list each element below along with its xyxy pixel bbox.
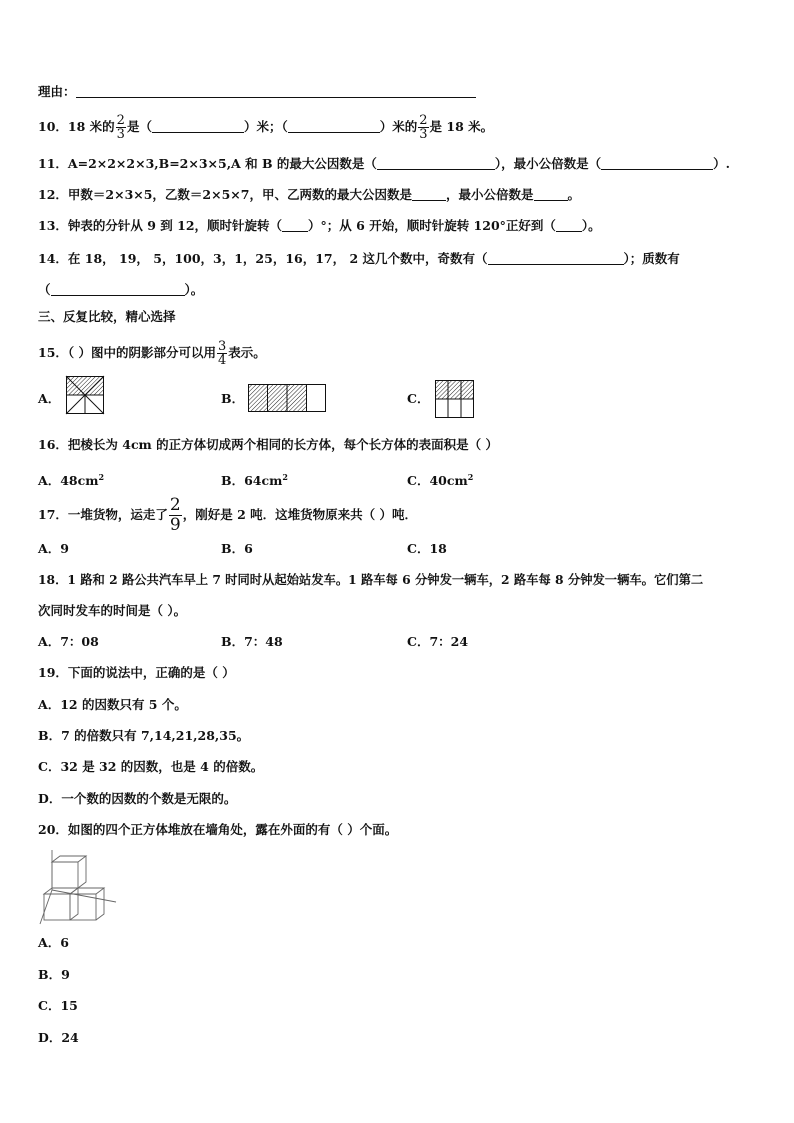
q10-text-c: ）米；（ <box>243 119 288 134</box>
q18-option-b[interactable]: B．7：48 <box>221 634 283 649</box>
q20-option-b[interactable]: B．9 <box>38 967 70 982</box>
q18-option-a[interactable]: A．7：08 <box>38 634 99 649</box>
superscript: 2 <box>282 472 288 482</box>
question-15 <box>38 340 266 367</box>
answer-blank[interactable] <box>76 85 476 98</box>
q11-text-b: ），最小公倍数是（ <box>494 156 602 171</box>
answer-blank[interactable] <box>377 157 495 170</box>
fraction <box>169 496 182 535</box>
fraction-numerator: 2 <box>419 113 428 128</box>
answer-blank[interactable] <box>152 120 244 133</box>
q18-option-c[interactable]: C．7：24 <box>407 634 469 649</box>
option-a-figure <box>66 376 104 414</box>
option-c-figure <box>435 380 474 418</box>
answer-blank[interactable] <box>412 188 446 201</box>
q16-option-b[interactable] <box>221 469 288 489</box>
q14-text-a: 14．在 18， 19， 5，100，3，1，25，16，17， 2 这几个数中，奇数有（ <box>38 251 488 266</box>
question-14-cont <box>38 282 203 298</box>
q13-text-a: 13．钟表的分针从 9 到 12，顺时针旋转（ <box>38 218 283 233</box>
q17-option-a[interactable]: A．9 <box>38 541 69 556</box>
option-text: B．64cm <box>221 473 283 488</box>
fraction-numerator: 2 <box>116 113 125 128</box>
question-11 <box>38 156 730 172</box>
q19-option-d[interactable]: D．一个数的因数的个数是无限的。 <box>38 791 237 806</box>
question-14 <box>38 251 680 267</box>
q15-text-b: 表示。 <box>228 345 266 360</box>
fraction-denominator: 3 <box>419 127 428 142</box>
q19-option-b[interactable]: B．7 的倍数只有 7,14,21,28,35。 <box>38 728 250 743</box>
q15-option-a[interactable]: A． <box>38 391 61 406</box>
answer-blank[interactable] <box>556 219 582 232</box>
q13-text-b: ）°；从 6 开始，顺时针旋转 120°正好到（ <box>308 218 556 233</box>
q10-text-e: 是 18 米。 <box>429 119 494 134</box>
q12-text-b: ，最小公倍数是 <box>445 187 534 202</box>
question-10 <box>38 114 493 141</box>
reason-line <box>38 84 476 100</box>
q15-option-c[interactable]: C． <box>407 391 430 406</box>
q10-text-d: ）米的 <box>379 119 418 134</box>
option-b-figure <box>248 384 326 412</box>
q10-text-b: 是（ <box>126 119 152 134</box>
q19-option-c[interactable]: C．32 是 32 的因数，也是 4 的倍数。 <box>38 759 264 774</box>
q12-text-c: 。 <box>567 187 581 202</box>
section-title: 三、反复比较，精心选择 <box>38 309 176 324</box>
q14-text-b: ）；质数有 <box>623 251 680 266</box>
question-18-line2: 次同时发车的时间是（ ）。 <box>38 603 187 618</box>
q17-text-b: ，刚好是 2 吨．这堆货物原来共（ ）吨． <box>182 507 417 522</box>
q20-option-d[interactable]: D．24 <box>38 1030 79 1045</box>
q20-option-c[interactable]: C．15 <box>38 998 78 1013</box>
answer-blank[interactable] <box>534 188 568 201</box>
superscript: 2 <box>467 472 474 482</box>
option-text: A．48cm <box>38 473 99 488</box>
fraction-denominator: 4 <box>218 353 227 368</box>
q14-text-c: （ <box>38 282 51 297</box>
question-16: 16．把棱长为 4cm 的正方体切成两个相同的长方体，每个长方体的表面积是（ ） <box>38 437 498 452</box>
question-17 <box>38 496 417 535</box>
q15-option-b[interactable]: B． <box>221 391 245 406</box>
q11-text-c: ）. <box>713 156 731 171</box>
q10-text-a: 10．18 米的 <box>38 119 115 134</box>
q19-option-a[interactable]: A．12 的因数只有 5 个。 <box>38 697 187 712</box>
q12-text-a: 12．甲数＝2×3×5，乙数＝2×5×7，甲、乙两数的最大公因数是 <box>38 187 412 202</box>
question-20: 20．如图的四个正方体堆放在墙角处，露在外面的有（ ）个面。 <box>38 822 398 837</box>
q17-option-c[interactable]: C．18 <box>407 541 447 556</box>
question-18-line1: 18．1 路和 2 路公共汽车早上 7 时同时从起始站发车。1 路车每 6 分钟发一辆车，2 路车每 8 分钟发一辆车。它们第二 <box>38 572 704 587</box>
q20-option-a[interactable]: A．6 <box>38 935 69 950</box>
fraction-numerator: 2 <box>169 495 181 515</box>
q16-option-a[interactable] <box>38 469 104 489</box>
q16-option-c[interactable] <box>407 469 473 489</box>
answer-blank[interactable] <box>282 219 308 232</box>
fraction <box>116 114 126 141</box>
q14-text-d: ）。 <box>184 282 204 297</box>
fraction-numerator: 3 <box>218 339 227 354</box>
fraction-denominator: 9 <box>169 515 181 535</box>
question-19: 19．下面的说法中，正确的是（ ） <box>38 665 235 680</box>
q17-option-b[interactable]: B．6 <box>221 541 253 556</box>
answer-blank[interactable] <box>601 157 713 170</box>
question-13 <box>38 218 601 234</box>
superscript: 2 <box>98 472 105 482</box>
stacked-cubes-figure <box>38 850 118 926</box>
fraction <box>217 340 227 367</box>
answer-blank[interactable] <box>288 120 380 133</box>
q13-text-c: ）。 <box>581 218 601 233</box>
q11-text-a: 11．A=2×2×2×3,B=2×3×5,A 和 B 的最大公因数是（ <box>38 156 377 171</box>
q17-text-a: 17．一堆货物，运走了 <box>38 507 168 522</box>
q15-text-a: 15．（ ）图中的阴影部分可以用 <box>38 345 216 360</box>
reason-label: 理由： <box>38 84 76 99</box>
answer-blank[interactable] <box>488 252 624 265</box>
answer-blank[interactable] <box>51 283 185 296</box>
option-text: C．40cm <box>407 473 468 488</box>
question-12 <box>38 187 580 203</box>
fraction-denominator: 3 <box>116 127 125 142</box>
fraction <box>418 114 428 141</box>
